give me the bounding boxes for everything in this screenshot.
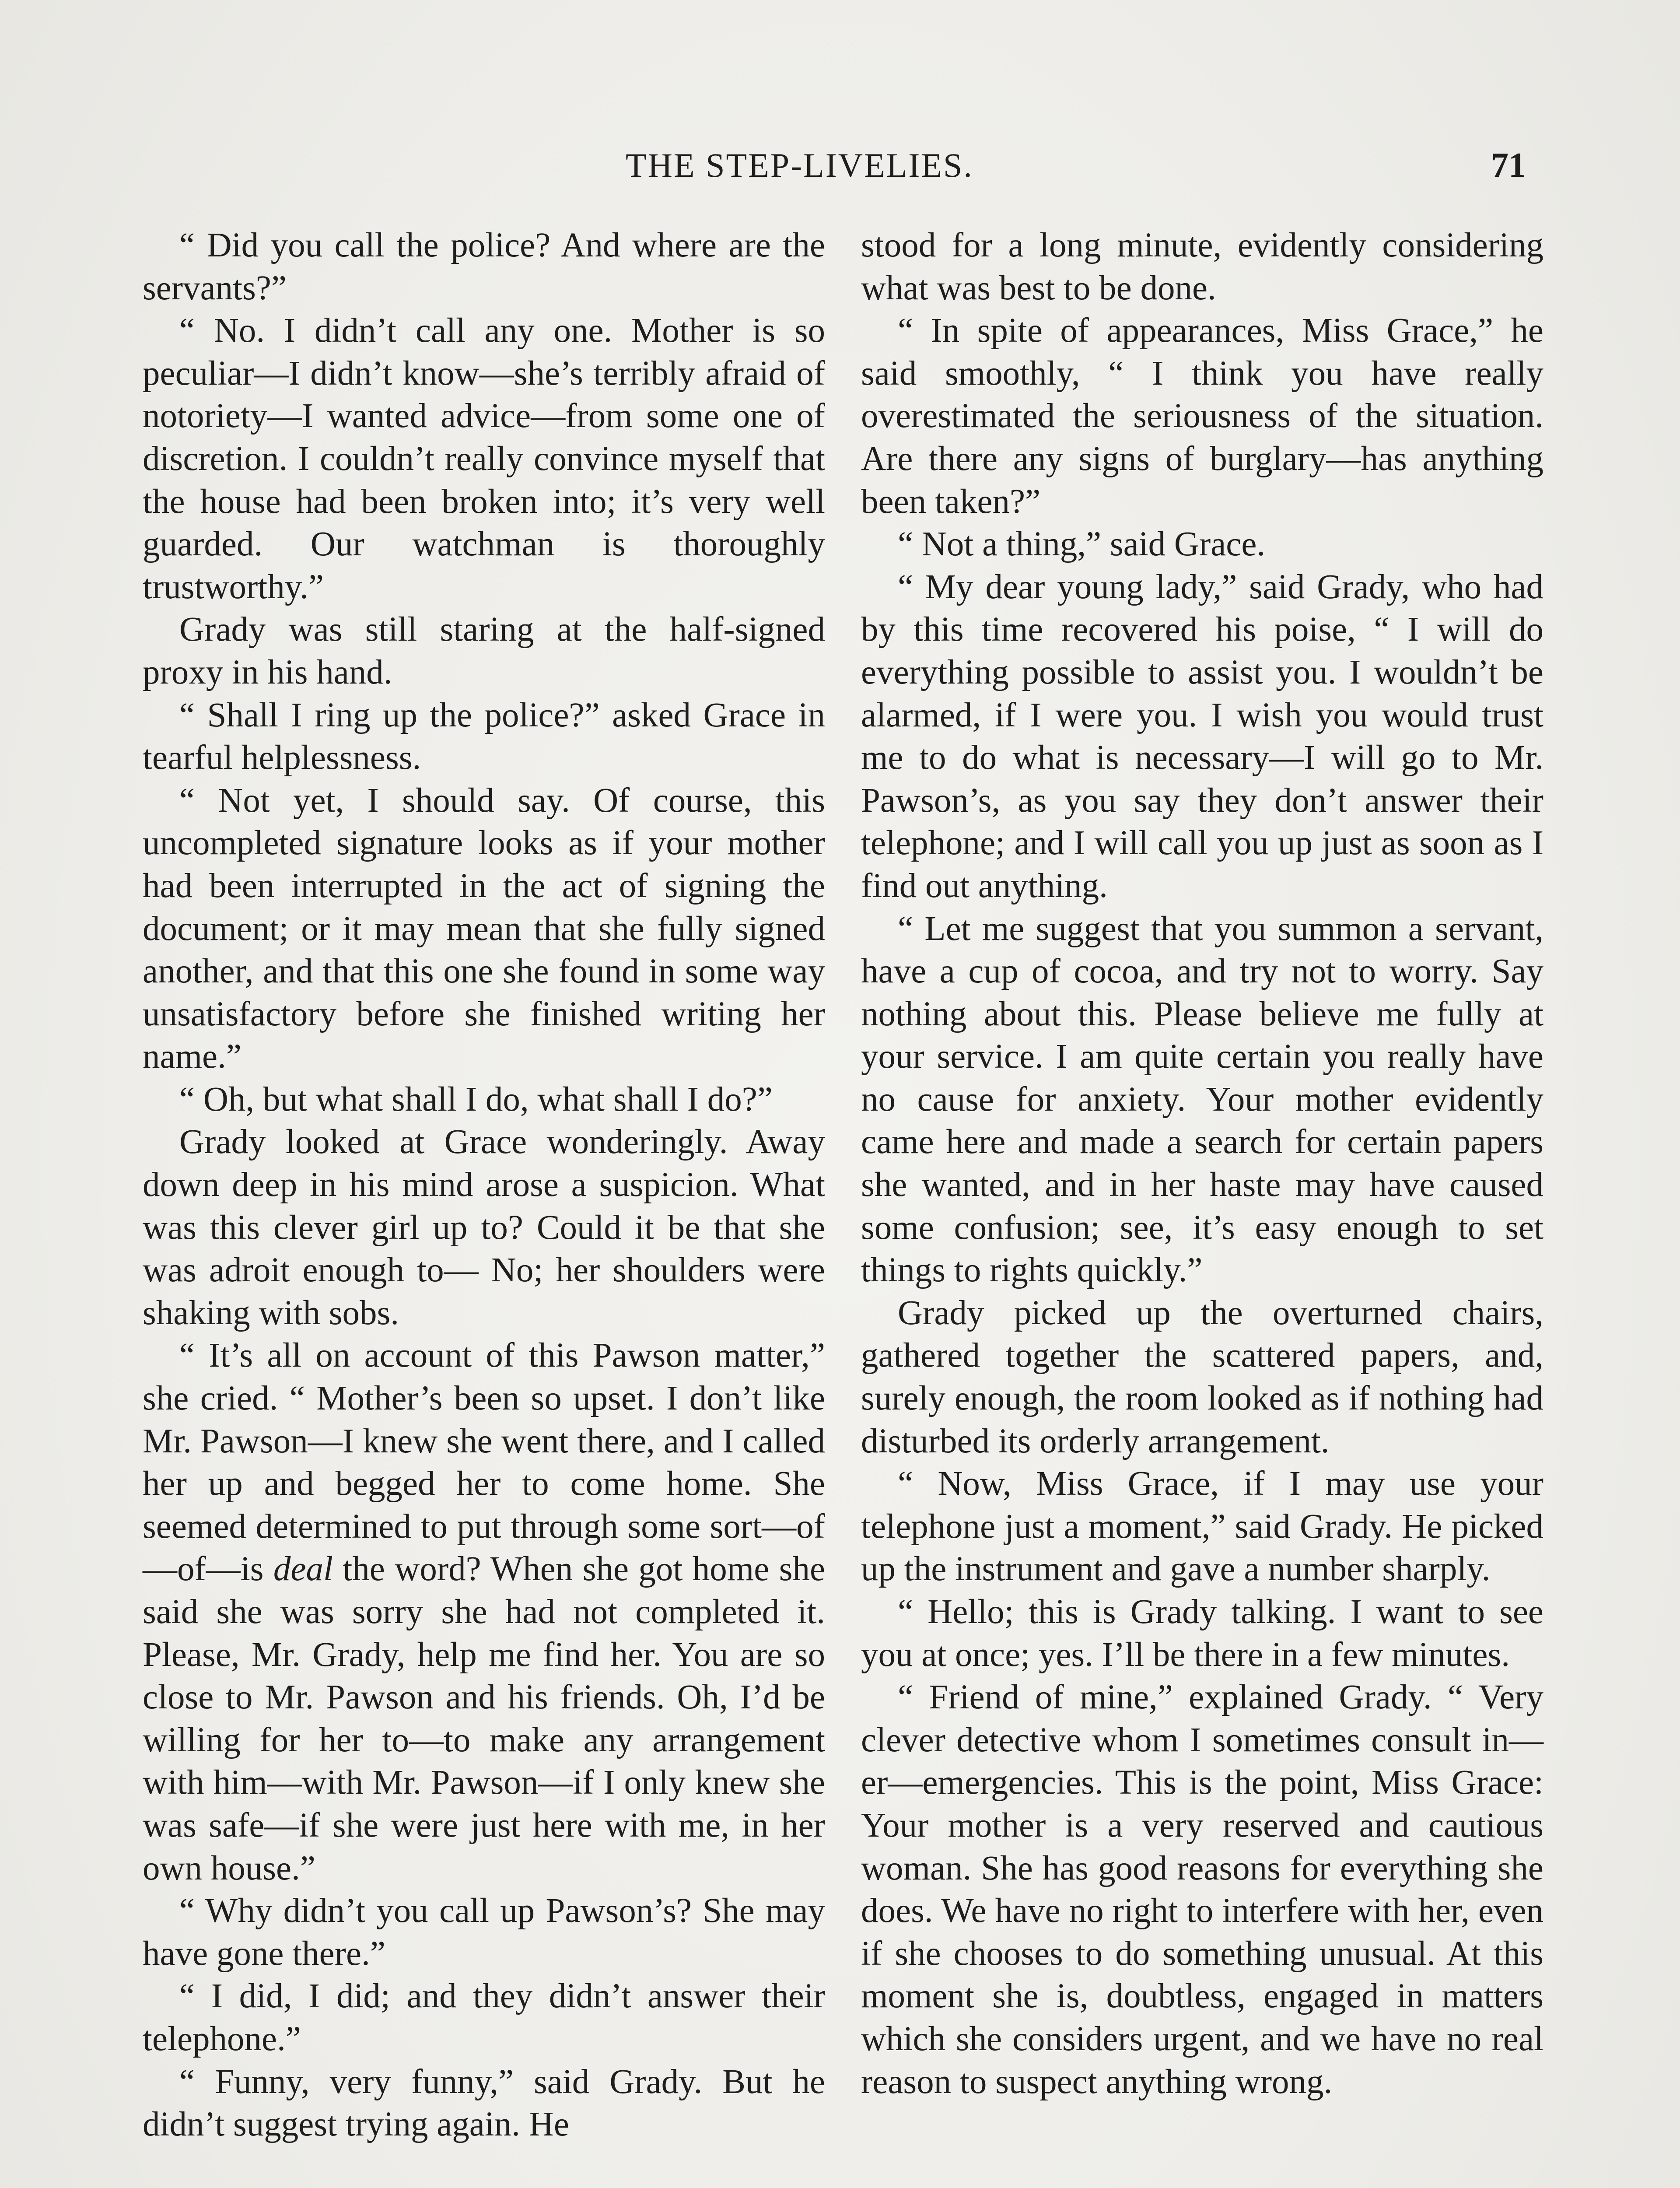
paragraph: “ Now, Miss Grace, if I may use your telephone just a moment,” said Grady. He picked up the instrument and gave a number sharply. — [861, 1465, 1544, 1588]
paragraph — [143, 1334, 825, 1890]
paragraph: “ Not yet, I should say. Of course, this uncompleted signature looks as if your mother had been interrupted in the act of signing the document; or it may mean that she fully signed another, and that this one she found in some way unsatisfactory before she finished writing her name.” — [143, 781, 825, 1076]
paragraph: “ Let me suggest that you summon a servant, have a cup of cocoa, and try not to worry. Say nothing about this. Please believe me fully at your service. I am quite certain you really have no cause for anxiety. Your mother evidently came here and made a search for certain papers she wanted, and in her haste may have caused some confusion; see, it’s easy enough to set things to rights quickly.” — [861, 909, 1544, 1290]
paragraph: “ Shall I ring up the police?” asked Grace in tearful helplessness. — [143, 696, 825, 777]
paragraph: Grady was still staring at the half-signed proxy in his hand. — [143, 610, 825, 691]
paragraph: “ I did, I did; and they didn’t answer their telephone.” — [143, 1977, 825, 2058]
paragraph-continued: stood for a long minute, evidently considering what was best to be done. — [861, 226, 1544, 307]
paragraph: “ Did you call the police? And where are the servants?” — [143, 226, 825, 307]
paragraph-text: “ It’s all on account of this Pawson matter,” she cried. “ Mother’s been so upset. I don’t like Mr. Pawson—I knew she went there, and I called her up and begged her to come home. She seemed determined to put through some sort—of —of—is — [143, 1336, 825, 1588]
page-number: 71 — [1491, 146, 1526, 185]
paragraph-text: the word? When she got home she said she was sorry she had not completed it. Please, Mr. Grady, help me find her. You are so close to Mr. Pawson and his friends. Oh, I’d be willing for her to—to make any arrangement with him—with Mr. Pawson—if I only knew she was safe—if she were just here with me, in her own house.” — [143, 1550, 826, 1887]
paragraph: “ In spite of appearances, Miss Grace,” he said smoothly, “ I think you have really overestimated the seriousness of the situation. Are there any signs of burglary—has anything been taken?” — [861, 312, 1544, 521]
paragraph: “ Friend of mine,” explained Grady. “ Very clever detective whom I sometimes consult in—er—emergencies. This is the point, Miss Grace: Your mother is a very reserved and cautious woman. She has good reasons for everything she does. We have no right to interfere with her, even if she chooses to do something unusual. At this moment she is, doubtless, engaged in matters which she considers urgent, and we have no real reason to suspect anything wrong. — [861, 1678, 1544, 2101]
emphasized-word: deal — [273, 1550, 333, 1588]
paragraph: “ Hello; this is Grady talking. I want to see you at once; yes. I’ll be there in a few minutes. — [861, 1593, 1544, 1674]
paragraph: “ No. I didn’t call any one. Mother is so peculiar—I didn’t know—she’s terribly afraid of notoriety—I wanted advice—from some one of discretion. I couldn’t really convince myself that the house had been broken into; it’s very well guarded. Our watchman is thoroughly trustworthy.” — [143, 312, 825, 606]
paragraph: Grady picked up the overturned chairs, gathered together the scattered papers, and, surely enough, the room looked as if nothing had disturbed its orderly arrangement. — [861, 1294, 1544, 1460]
running-title: THE STEP-LIVELIES. — [626, 146, 973, 184]
paragraph: “ Why didn’t you call up Pawson’s? She may have gone there.” — [143, 1892, 825, 1973]
paragraph: Grady looked at Grace wonderingly. Away down deep in his mind arose a suspicion. What was this clever girl up to? Could it be that she was adroit enough to— No; her shoulders were shaking with sobs. — [143, 1123, 825, 1332]
paragraph: “ Not a thing,” said Grace. — [898, 525, 1266, 564]
paragraph: “ My dear young lady,” said Grady, who had by this time recovered his poise, “ I will do everything possible to assist you. I wouldn’t be alarmed, if I were you. I wish you would trust me to do what is necessary—I will go to Mr. Pawson’s, as you say they don’t answer their telephone; and I will call you up just as soon as I find out anything. — [861, 568, 1544, 905]
left-column — [143, 224, 825, 2146]
paragraph: “ Oh, but what shall I do, what shall I do?” — [179, 1080, 773, 1119]
paragraph: “ Funny, very funny,” said Grady. But he didn’t suggest trying again. He — [143, 2062, 825, 2144]
page-header — [0, 139, 1680, 192]
right-column — [861, 224, 1544, 2103]
